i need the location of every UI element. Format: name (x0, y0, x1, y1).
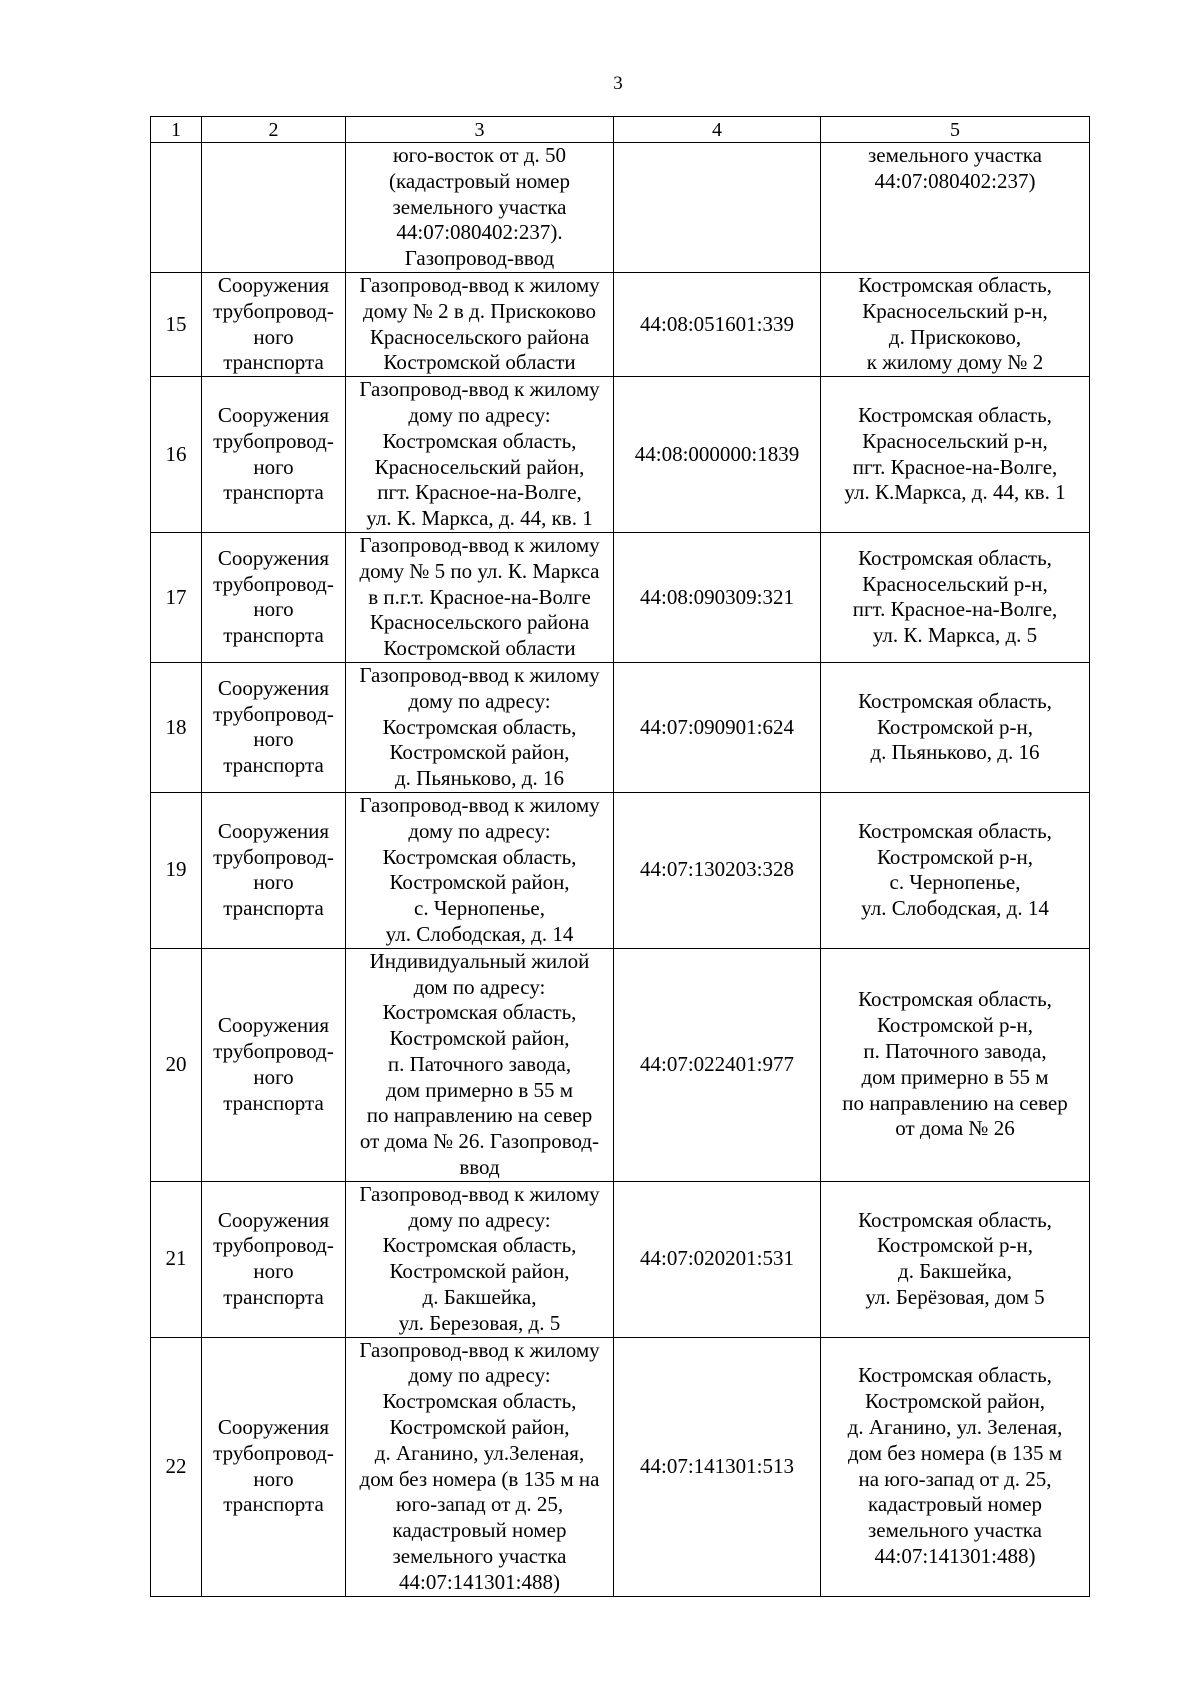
text-line: Костромской области (383, 350, 576, 375)
text-line: Костромская область, (858, 987, 1052, 1012)
cadastral-number-cell: 44:07:090901:624 (614, 662, 821, 792)
text-line: юго-запад от д. 25, (395, 1492, 564, 1517)
table-row (151, 1181, 1090, 1337)
text-line: транспорта (223, 753, 324, 778)
text-line: от дома № 26 (895, 1116, 1015, 1141)
text-line: ного (253, 870, 294, 895)
text-line: Костромской район, (389, 1415, 570, 1440)
address-cell (821, 792, 1090, 948)
cadastral-number-cell: 44:07:020201:531 (614, 1181, 821, 1337)
text-line: Костромская область, (382, 714, 577, 739)
text-line: дом без номера (в 135 м (847, 1440, 1063, 1465)
text-line: ввод (459, 1155, 500, 1180)
cadastral-number-cell: 44:07:130203:328 (614, 792, 821, 948)
address-cell (821, 1337, 1090, 1596)
text-line: ул. Слободская, д. 14 (385, 921, 574, 946)
text-line: с. Чернопенье, (414, 896, 545, 921)
object-type-cell (202, 1337, 346, 1596)
text-line: д. Аганино, ул.Зеленая, (374, 1440, 585, 1465)
description-cell (346, 377, 614, 533)
text-line: от дома № 26. Газопровод- (359, 1129, 600, 1154)
description-cell (346, 272, 614, 376)
text-line: дому по адресу: (408, 1207, 551, 1232)
object-type-cell (202, 272, 346, 376)
text-line: Костромская область, (382, 1233, 577, 1258)
text-line: транспорта (223, 1285, 324, 1310)
table-row (151, 662, 1090, 792)
text-line: транспорта (223, 350, 324, 375)
header-row (151, 117, 1090, 143)
text-line: Газопровод-ввод к жилому (359, 662, 600, 687)
address-cell (821, 532, 1090, 662)
text-line: Газопровод-ввод к жилому (359, 792, 600, 817)
text-line: Сооружения (217, 818, 330, 843)
object-type-cell (202, 1181, 346, 1337)
text-line: дому № 5 по ул. К. Маркса (359, 558, 600, 583)
text-line: по направлению на север (842, 1090, 1068, 1115)
text-line: трубопровод- (213, 844, 334, 869)
text-line: Красносельский р-н, (862, 571, 1048, 596)
text-line: Красносельского района (369, 610, 590, 635)
text-line: Газопровод-ввод к жилому (359, 1181, 600, 1206)
type-cell (202, 143, 346, 273)
text-line: дом по адресу: (413, 974, 546, 999)
text-line: в п.г.т. Красное-на-Волге (368, 584, 591, 609)
cadastral-number-cell: 44:08:051601:339 (614, 272, 821, 376)
text-line: Костромская область, (858, 688, 1052, 713)
text-line: Костромской район, (389, 740, 570, 765)
text-line: земельного участка (868, 143, 1042, 167)
cadastral-number-cell: 44:08:000000:1839 (614, 377, 821, 533)
text-line: 44:07:080402:237). (396, 220, 563, 245)
text-line: д. Пьяньково, д. 16 (395, 766, 564, 791)
object-type-cell (202, 948, 346, 1181)
text-line: кадастровый номер (868, 1492, 1042, 1517)
text-line: ул. Слободская, д. 14 (861, 896, 1049, 921)
text-line: ного (253, 597, 294, 622)
text-line: пгт. Красное-на-Волге, (852, 454, 1058, 479)
address-cell (821, 272, 1090, 376)
row-number: 16 (151, 377, 202, 533)
text-line: дому по адресу: (408, 402, 551, 427)
text-line: Костромская область, (382, 1000, 577, 1025)
text-line: Костромской район, (864, 1389, 1046, 1414)
text-line: с. Чернопенье, (889, 870, 1021, 895)
text-line: Костромской район, (389, 1026, 570, 1051)
text-line: Костромская область, (382, 428, 577, 453)
text-line: Сооружения (217, 402, 330, 427)
text-line: трубопровод- (213, 1440, 334, 1465)
text-line: Костромской р-н, (876, 1013, 1034, 1038)
row-number: 20 (151, 948, 202, 1181)
text-line: земельного участка (392, 1544, 567, 1569)
text-line: транспорта (223, 896, 324, 921)
text-line: Газопровод-ввод к жилому (359, 377, 600, 402)
text-line: Костромская область, (858, 1363, 1052, 1388)
text-line: трубопровод- (213, 701, 334, 726)
text-line: земельного участка (868, 1518, 1042, 1543)
text-line: Костромской области (383, 636, 576, 661)
description-cell (346, 792, 614, 948)
text-line: пгт. Красное-на-Волге, (377, 480, 582, 505)
text-line: ул. К. Маркса, д. 5 (872, 623, 1038, 648)
text-line: Костромская область, (858, 545, 1052, 570)
row-number: 15 (151, 272, 202, 376)
description-cell (346, 662, 614, 792)
text-line: д. Аганино, ул. Зеленая, (847, 1415, 1063, 1440)
text-line: трубопровод- (213, 1038, 334, 1063)
text-line: кадастровый номер (392, 1518, 567, 1543)
text-line: Костромская область, (858, 272, 1052, 297)
text-line: Костромской р-н, (876, 1233, 1034, 1258)
text-line: трубопровод- (213, 571, 334, 596)
text-line: трубопровод- (213, 428, 334, 453)
text-line: ного (253, 727, 294, 752)
header-cell: 5 (821, 117, 1090, 143)
text-line: дому № 2 в д. Прискоково (363, 298, 596, 323)
text-line: Сооружения (217, 1207, 330, 1232)
text-line: Красносельского района (369, 324, 590, 349)
cadastral-number-cell: 44:07:141301:513 (614, 1337, 821, 1596)
text-line: дому по адресу: (408, 818, 551, 843)
description-cell (346, 532, 614, 662)
text-line: 44:07:141301:488) (874, 1544, 1036, 1569)
text-line: Костромская область, (858, 1207, 1052, 1232)
registry-table (150, 116, 1090, 1597)
text-line: Красносельский р-н, (862, 428, 1048, 453)
text-line: д. Бакшейка, (422, 1285, 537, 1310)
text-line: (кадастровый номер (389, 168, 570, 193)
text-line: Сооружения (217, 272, 330, 297)
text-line: д. Прискоково, (888, 324, 1022, 349)
table-row (151, 532, 1090, 662)
description-cell (346, 1337, 614, 1596)
row-number: 17 (151, 532, 202, 662)
text-line: ул. К.Маркса, д. 44, кв. 1 (844, 480, 1066, 505)
num-cell (151, 143, 202, 273)
text-line: транспорта (223, 1090, 324, 1115)
table-row (151, 792, 1090, 948)
text-line: на юго-запад от д. 25, (858, 1466, 1052, 1491)
text-line: Костромской район, (389, 1259, 570, 1284)
text-line: Костромская область, (382, 1389, 577, 1414)
text-line: ул. Березовая, д. 5 (398, 1310, 561, 1335)
text-line: Красносельский р-н, (862, 298, 1048, 323)
text-line: Сооружения (217, 545, 330, 570)
text-line: ного (253, 1064, 294, 1089)
text-line: Костромской р-н, (876, 714, 1034, 739)
text-line: Костромской р-н, (876, 844, 1034, 869)
object-type-cell (202, 792, 346, 948)
header-cell: 4 (614, 117, 821, 143)
address-cell (821, 662, 1090, 792)
text-line: Газопровод-ввод к жилому (359, 532, 600, 557)
text-line: трубопровод- (213, 1233, 334, 1258)
text-line: ного (253, 454, 294, 479)
object-type-cell (202, 662, 346, 792)
text-line: дому по адресу: (408, 688, 551, 713)
table-row (151, 272, 1090, 376)
cadastral-number-cell: 44:08:090309:321 (614, 532, 821, 662)
text-line: п. Паточного завода, (387, 1051, 572, 1076)
text-line: дом примерно в 55 м (861, 1064, 1049, 1089)
text-line: ул. Берёзовая, дом 5 (865, 1285, 1045, 1310)
text-line: к жилому дому № 2 (866, 350, 1044, 375)
table-row (151, 377, 1090, 533)
address-cell (821, 948, 1090, 1181)
object-type-cell (202, 377, 346, 533)
row-number: 22 (151, 1337, 202, 1596)
address-cell (821, 1181, 1090, 1337)
page-number: 3 (613, 73, 623, 94)
text-line: ного (253, 324, 294, 349)
header-cell: 3 (346, 117, 614, 143)
text-line: Газопровод-ввод к жилому (359, 272, 600, 297)
text-line: 44:07:080402:237) (874, 168, 1036, 193)
row-number: 18 (151, 662, 202, 792)
text-line: ул. К. Маркса, д. 44, кв. 1 (366, 506, 593, 531)
text-line: Красносельский район, (374, 454, 585, 479)
text-line: ного (253, 1259, 294, 1284)
text-line: д. Бакшейка, (898, 1259, 1012, 1284)
text-line: транспорта (223, 623, 324, 648)
continuation-row (151, 143, 1090, 273)
text-line: п. Паточного завода, (863, 1038, 1047, 1063)
header-cell: 1 (151, 117, 202, 143)
text-line: д. Пьяньково, д. 16 (870, 740, 1040, 765)
text-line: транспорта (223, 480, 324, 505)
header-cell: 2 (202, 117, 346, 143)
text-line: Сооружения (217, 1415, 330, 1440)
address-cell (821, 377, 1090, 533)
text-line: Костромской район, (389, 870, 570, 895)
row-number: 19 (151, 792, 202, 948)
text-line: земельного участка (392, 194, 567, 219)
text-line: пгт. Красное-на-Волге, (852, 597, 1058, 622)
table-row (151, 1337, 1090, 1596)
address-cell (821, 143, 1090, 273)
text-line: Костромская область, (858, 818, 1052, 843)
row-number: 21 (151, 1181, 202, 1337)
text-line: Индивидуальный жилой (369, 948, 590, 973)
text-line: транспорта (223, 1492, 324, 1517)
text-line: Газопровод-ввод (404, 246, 555, 271)
text-line: Газопровод-ввод к жилому (359, 1337, 600, 1362)
text-line: дом примерно в 55 м (385, 1077, 574, 1102)
text-line: по направлению на север (366, 1103, 593, 1128)
description-cell (346, 948, 614, 1181)
text-line: Сооружения (217, 1013, 330, 1038)
text-line: дому по адресу: (408, 1363, 551, 1388)
text-line: Костромская область, (382, 844, 577, 869)
text-line: Костромская область, (858, 402, 1052, 427)
cadastral-cell (614, 143, 821, 273)
text-line: дом без номера (в 135 м на (359, 1466, 600, 1491)
description-cell (346, 1181, 614, 1337)
object-type-cell (202, 532, 346, 662)
text-line: ного (253, 1466, 294, 1491)
text-line: 44:07:141301:488) (399, 1569, 560, 1594)
text-line: юго-восток от д. 50 (392, 143, 567, 167)
table-row (151, 948, 1090, 1181)
text-line: трубопровод- (213, 298, 334, 323)
description-cell (346, 143, 614, 273)
cadastral-number-cell: 44:07:022401:977 (614, 948, 821, 1181)
text-line: Сооружения (217, 675, 330, 700)
